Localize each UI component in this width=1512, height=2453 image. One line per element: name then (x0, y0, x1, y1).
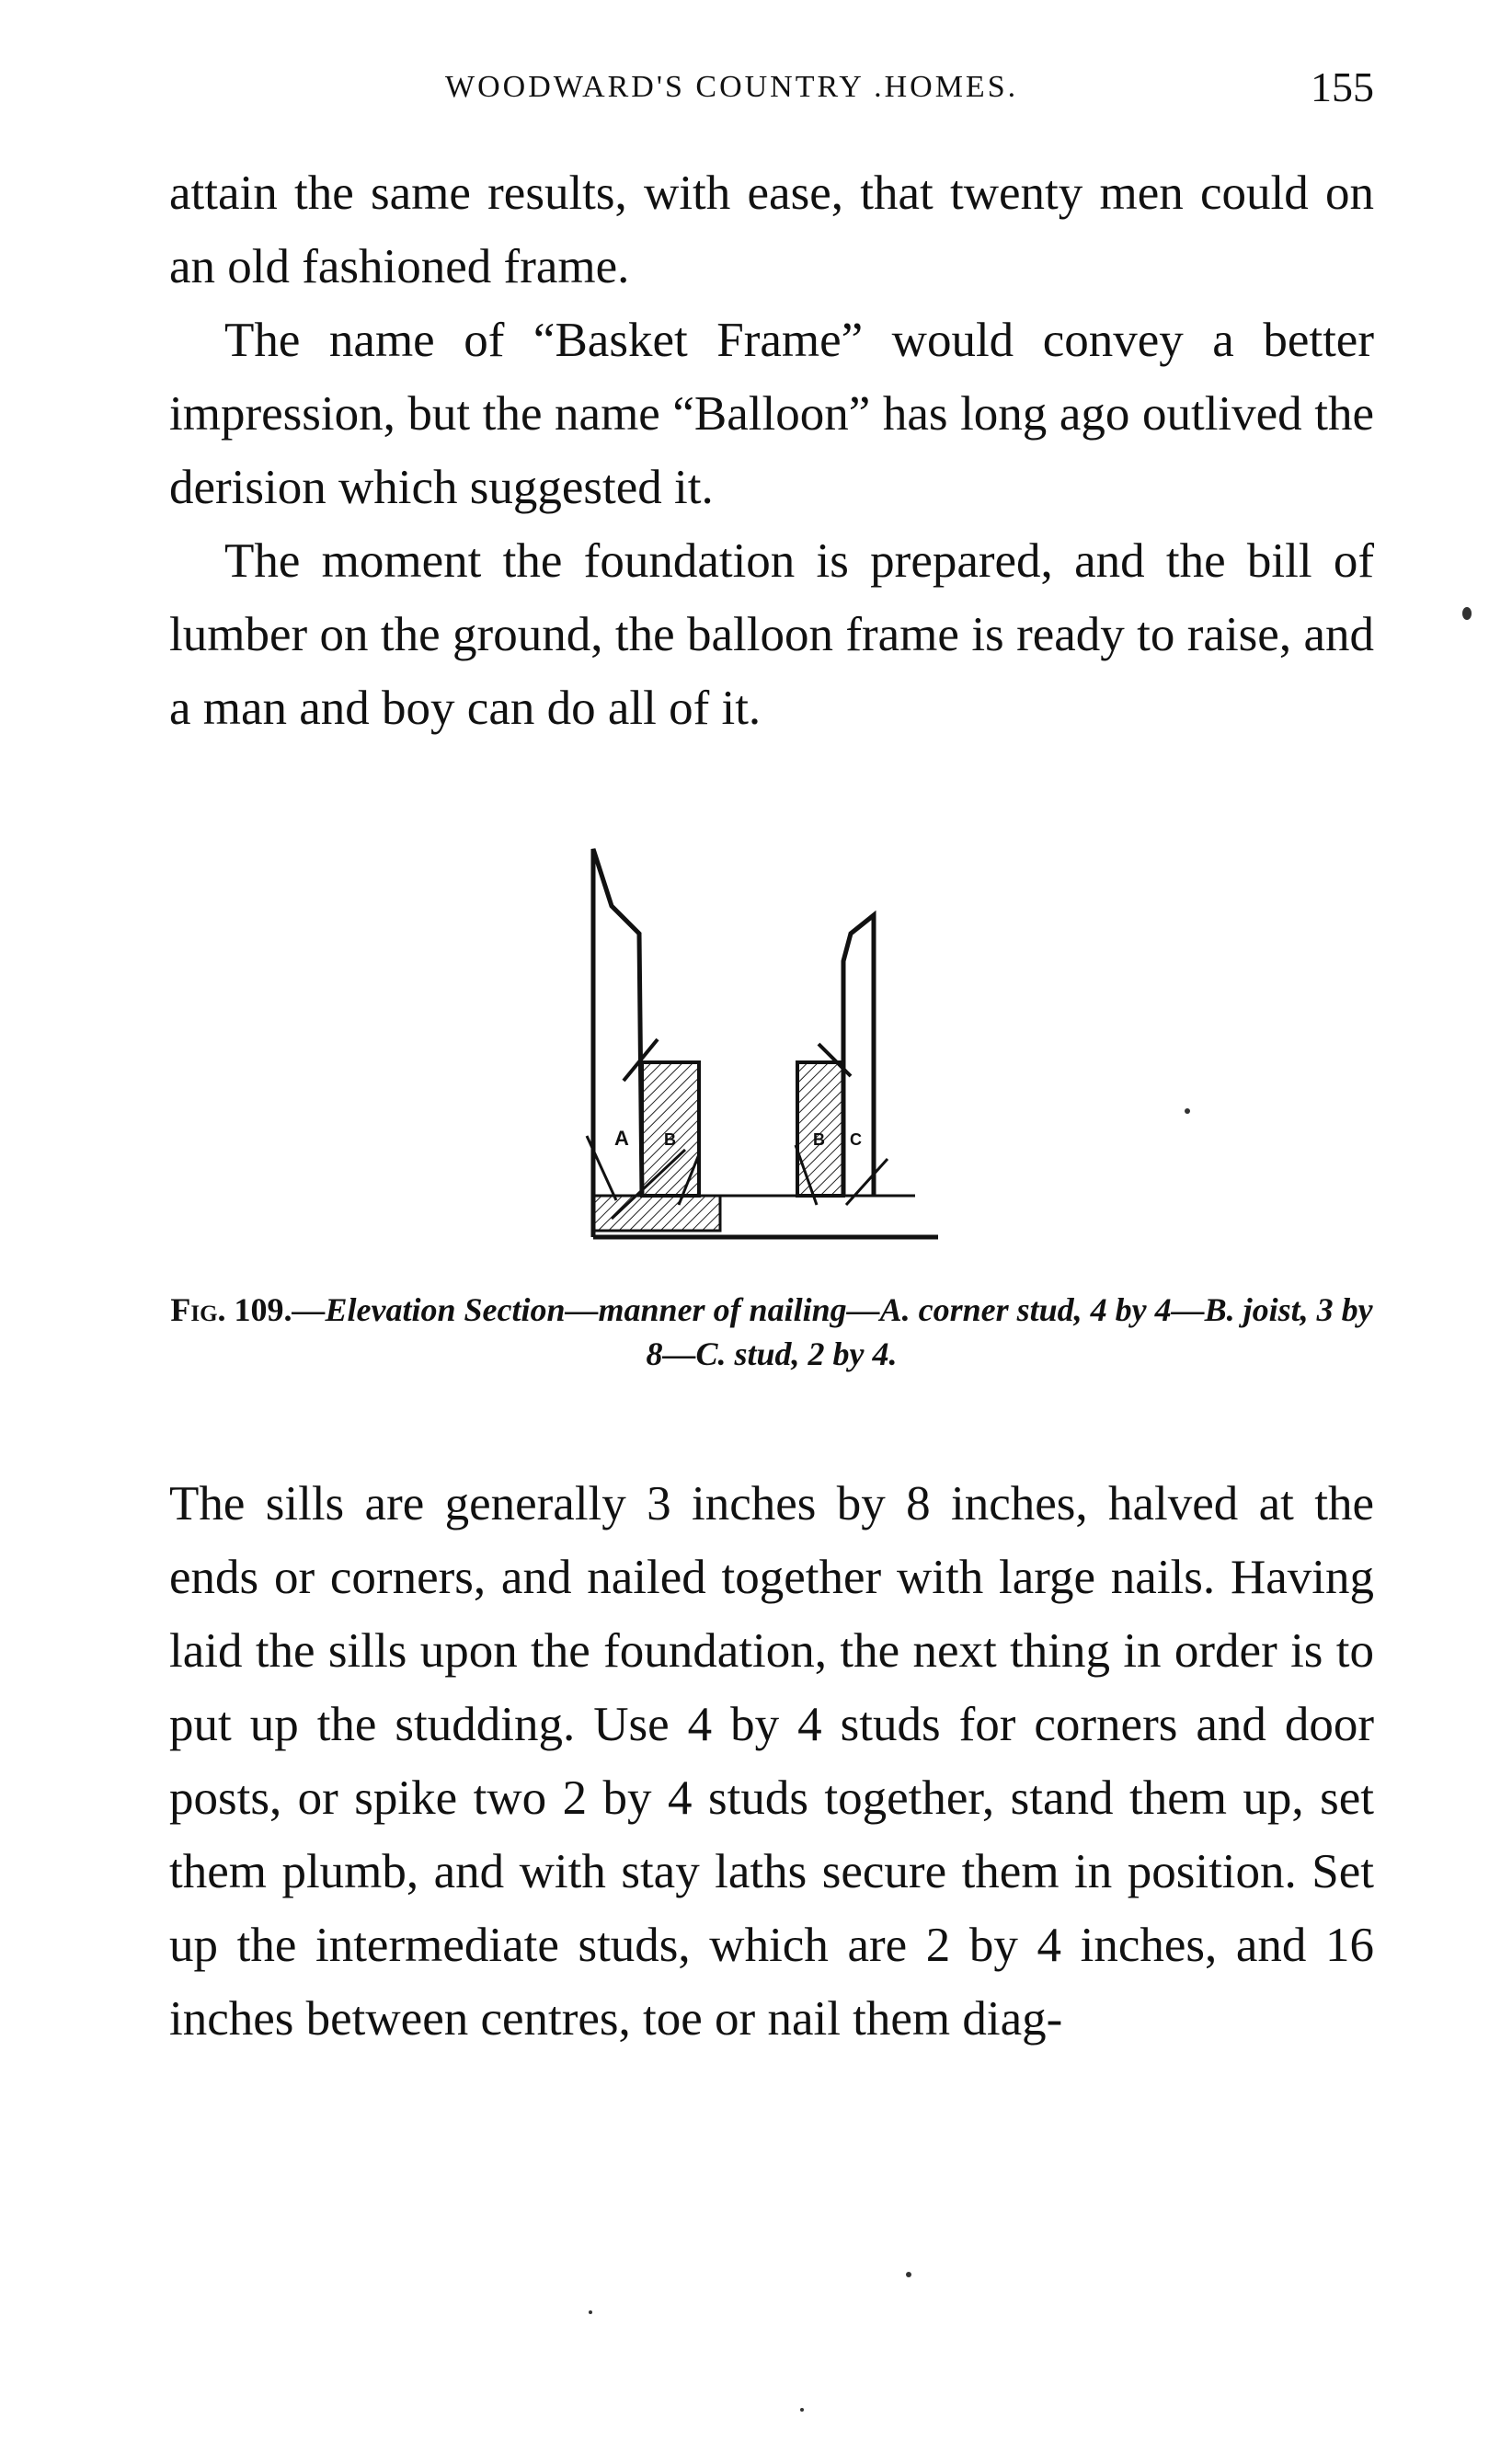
elevation-section-illustration (570, 842, 956, 1265)
paragraph-sills: The sills are generally 3 inches by 8 inches, halved at the ends or corners, and nailed together with large nails. Having laid the sills upon the foundation, the next thing in order is to put up the studding. Use 4 by 4 studs for corners and door posts, or spike two 2 by 4 studs together, stand them up, set them plumb, and with stay laths secure them in position. Set up the intermediate studs, which are 2 by 4 inches, and 16 inches between centres, toe or nail them diag- (169, 1477, 1374, 2046)
ink-speck (906, 2272, 911, 2277)
joist-b-right (797, 1062, 843, 1196)
corner-stud-a (593, 849, 642, 1237)
sill-block (593, 1196, 720, 1231)
nail (846, 1159, 888, 1205)
figure-caption (169, 1288, 1374, 1376)
label-a: A (614, 1127, 629, 1150)
caption-text: —Elevation Section—manner of nailing—A. corner stud, 4 by 4—B. joist, 3 by 8—C. stud, 2 by 4. (292, 1291, 1373, 1372)
running-head: WOODWARD'S COUNTRY .HOMES. (445, 70, 1019, 104)
paragraph-basket-frame: The name of “Basket Frame” would convey a better impression, but the name “Balloon” has long ago outlived the derision which suggested it. (169, 314, 1374, 514)
page-number: 155 (1311, 63, 1374, 110)
label-c: C (850, 1130, 862, 1149)
ink-speck (1462, 607, 1472, 620)
ink-speck (1185, 1108, 1190, 1114)
stud-c (843, 915, 874, 1196)
label-b-right: B (813, 1130, 825, 1149)
ink-speck (589, 2310, 592, 2314)
figure-elevation-section (570, 842, 956, 1265)
paragraph-continuation: attain the same results, with ease, that twenty men could on an old fashioned frame. (169, 166, 1374, 293)
ink-speck (800, 2408, 804, 2412)
caption-figure-number: Fig. 109. (170, 1291, 292, 1328)
page-header (169, 63, 1374, 118)
paragraph-raising: The moment the foundation is prepared, and the bill of lumber on the ground, the balloon frame is ready to raise, and a man and boy can do all of it. (169, 534, 1374, 735)
label-b-left: B (664, 1130, 676, 1149)
